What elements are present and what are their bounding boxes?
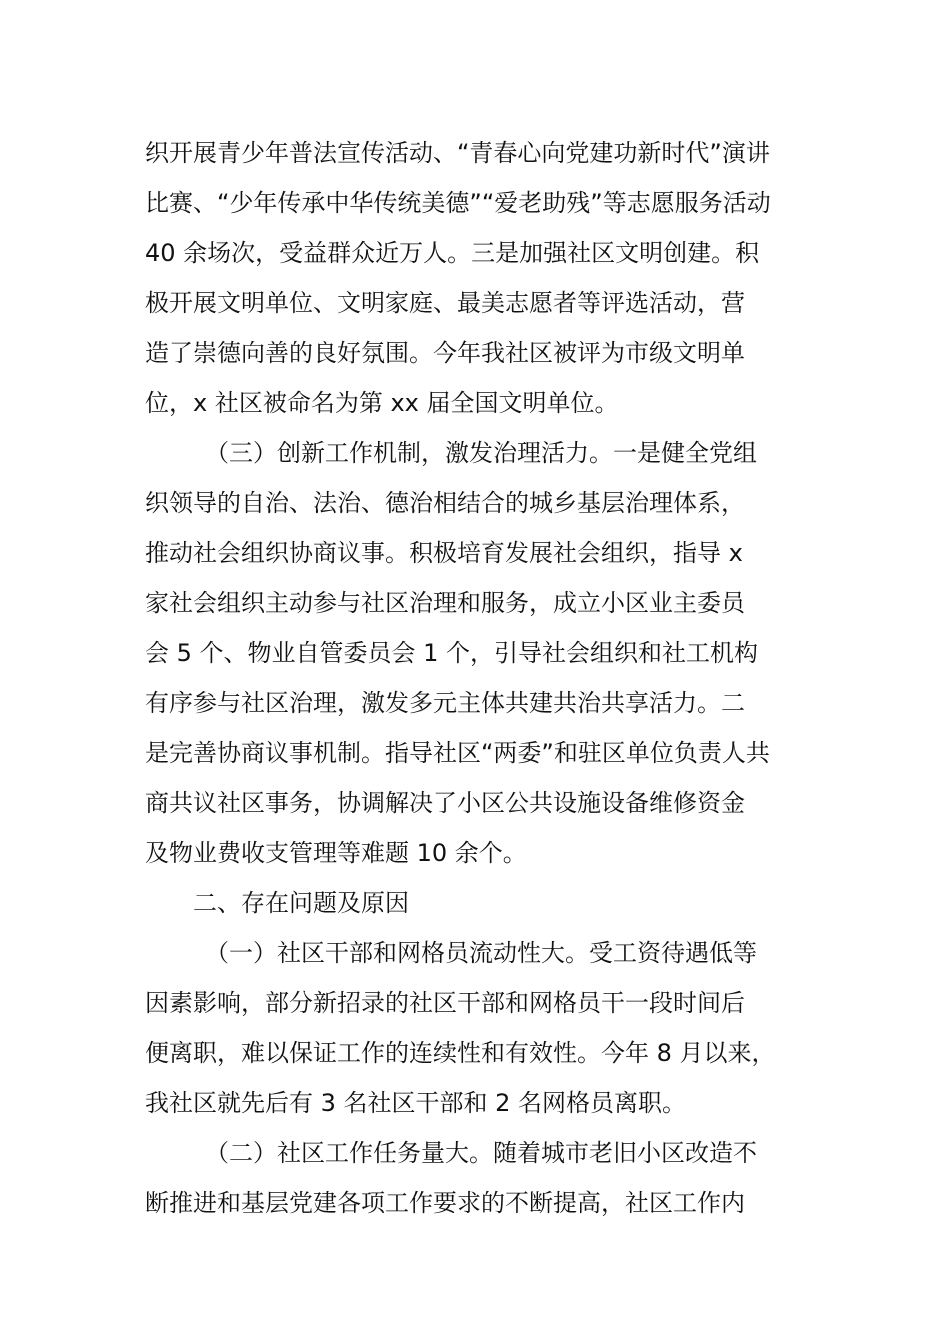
- section-heading-3: （三）创新工作机制，激发治理活力。一是健全党组: [205, 439, 757, 467]
- text-line: 比赛、“少年传承中华传统美德”“爱老助残”等志愿服务活动: [145, 189, 771, 217]
- text-line: 及物业费收支管理等难题 10 余个。: [145, 839, 527, 867]
- text-line: 便离职，难以保证工作的连续性和有效性。今年 8 月以来，: [145, 1039, 776, 1067]
- text-line: 造了崇德向善的良好氛围。今年我社区被评为市级文明单: [145, 339, 745, 367]
- text-line: 是完善协商议事机制。指导社区“两委”和驻区单位负责人共: [145, 739, 770, 767]
- subsection-heading-1: （一）社区干部和网格员流动性大。受工资待遇低等: [205, 939, 757, 967]
- text-line: 因素影响，部分新招录的社区干部和网格员干一段时间后: [145, 989, 745, 1017]
- text-line: 会 5 个、物业自管委员会 1 个，引导社会组织和社工机构: [145, 639, 759, 667]
- text-line: 商共议社区事务，协调解决了小区公共设施设备维修资金: [145, 789, 745, 817]
- text-line: 织领导的自治、法治、德治相结合的城乡基层治理体系，: [145, 489, 745, 517]
- text-line: 位，x 社区被命名为第 xx 届全国文明单位。: [145, 389, 619, 417]
- text-line: 家社会组织主动参与社区治理和服务，成立小区业主委员: [145, 589, 745, 617]
- section-heading-problems: 二、存在问题及原因: [193, 889, 409, 917]
- text-line: 极开展文明单位、文明家庭、最美志愿者等评选活动，营: [145, 289, 745, 317]
- text-line: 断推进和基层党建各项工作要求的不断提高，社区工作内: [145, 1189, 745, 1217]
- text-line: 40 余场次，受益群众近万人。三是加强社区文明创建。积: [145, 239, 760, 267]
- text-line: 我社区就先后有 3 名社区干部和 2 名网格员离职。: [145, 1089, 687, 1117]
- text-line: 推动社会组织协商议事。积极培育发展社会组织，指导 x: [145, 539, 743, 567]
- text-line: 有序参与社区治理，激发多元主体共建共治共享活力。二: [145, 689, 745, 717]
- text-line: 织开展青少年普法宣传活动、“青春心向党建功新时代”演讲: [145, 139, 770, 167]
- document-body: [145, 128, 835, 1228]
- subsection-heading-2: （二）社区工作任务量大。随着城市老旧小区改造不: [205, 1139, 757, 1167]
